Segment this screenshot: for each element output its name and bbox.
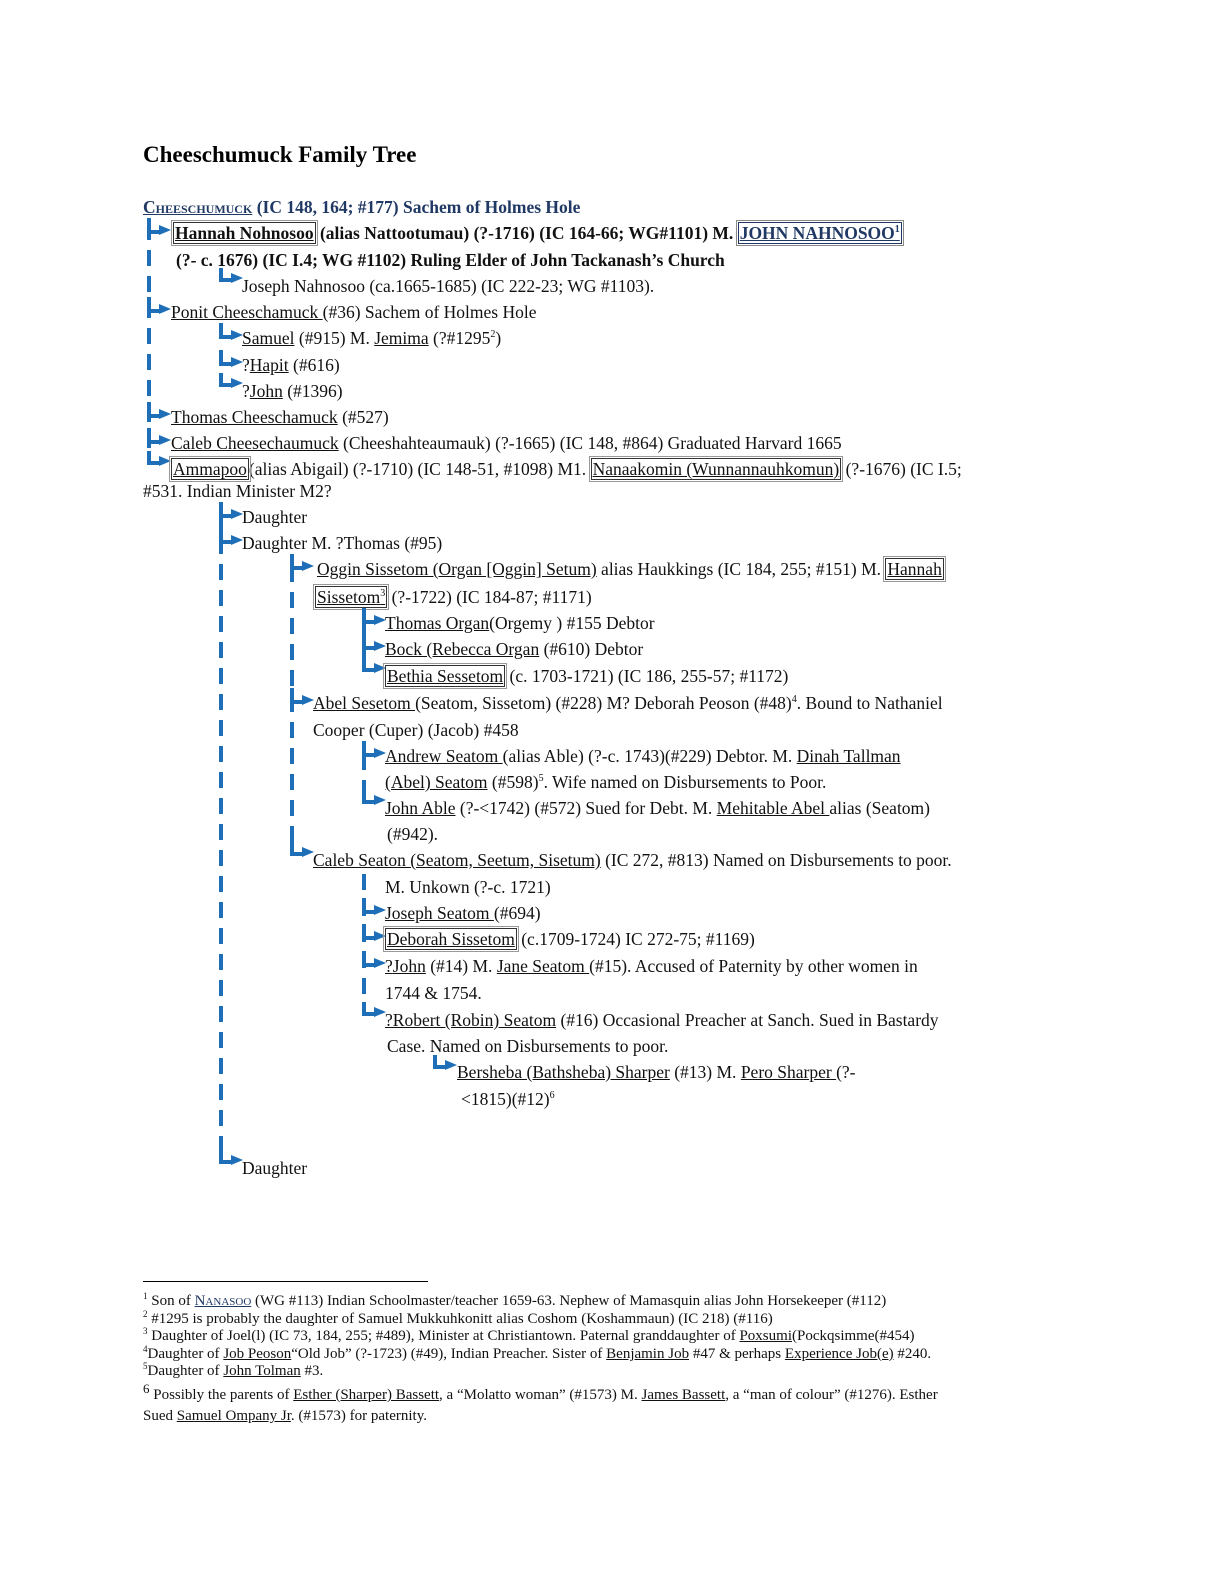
entry-detail: (?-<1742) (#572) Sued for Debt. M. [455,798,717,818]
entry-detail: (#527) [337,407,389,427]
person-link-nanaakomin[interactable]: Nanaakomin (Wunnannauhkomun) [592,459,840,479]
connector-line [290,566,294,850]
entry-bethia [385,665,788,687]
entry-john-able [385,797,930,819]
branch-end-arrow-icon [433,1055,459,1075]
person-link-andrew[interactable]: Andrew Seatom [385,746,503,766]
entry-detail: (c.1709-1724) IC 272-75; #1169) [516,929,755,949]
person-link-hapit[interactable]: Hapit [249,355,289,375]
entry-joseph-seatom [385,902,541,924]
entry-detail: (#610) Debtor [539,639,644,659]
footnote-text: Daughter of [147,1363,224,1379]
entry-detail: (?-1722) (IC 184-87; #1171) [387,587,592,607]
footnote-text: Sued [143,1408,177,1424]
person-link-caleb[interactable]: Caleb Cheesechaumuck [171,433,339,453]
person-link-joseph-seatom[interactable]: Joseph Seatom [385,903,494,923]
spouse-name: JOHN NAHNOSOO [739,223,895,243]
footnote-link[interactable]: Benjamin Job [606,1346,690,1362]
entry-abel-cont: Cooper (Cuper) (Jacob) #458 [313,720,519,740]
entry-bersheba [457,1061,856,1083]
footnote-ref[interactable]: 3 [380,588,386,600]
footnote-number: 4 [143,1344,148,1354]
footnote-ref[interactable]: 5 [538,773,544,785]
footnote-ref[interactable]: 1 [894,224,900,236]
entry-detail: (Cheeshahteaumauk) (?-1665) (IC 148, #864) Graduated Harvard 1665 [338,433,842,453]
footnote-link[interactable]: Nanasoo [194,1293,252,1309]
footnote-text: , a “man of colour” (#1276). Esther [725,1387,938,1403]
entry-andrew-cont [385,771,826,793]
footnote-text: , a “Molatto woman” (#1573) M. [439,1387,642,1403]
entry-joseph-nahnosoo: Joseph Nahnosoo (ca.1665-1685) (IC 222-23; WG #1103). [242,276,655,296]
person-link-hannah[interactable]: Hannah Nohnosoo [175,223,314,243]
footnote-number: 6 [143,1381,150,1396]
footnote-text: Daughter of Joel(l) (IC 73, 184, 255; #489), Minister at Christiantown. Paternal granddaughter of [151,1328,740,1344]
entry-andrew [385,745,901,767]
person-link-deborah[interactable]: Deborah Sissetom [387,929,515,949]
entry-detail: (alias Nattootumau) (?-1716) (IC 164-66; WG#1101) M. [315,223,738,243]
footnote-link[interactable]: John Tolman [223,1363,301,1379]
person-link-john-nahnosoo[interactable] [738,222,902,244]
footnote-number: 1 [143,1291,148,1301]
entry-daughter-3: Daughter [242,1158,308,1178]
person-link-jane-seatom[interactable]: Jane Seatom [496,956,590,976]
footnote-text: (Pockqsimme(#454) [791,1328,915,1344]
footnote-4 [143,1345,931,1363]
entry-robert-cont: Case. Named on Disbursements to poor. [387,1036,669,1056]
uncertain-mark: ? [242,355,250,375]
entry-detail: (#15). Accused of Paternity by other women in [589,956,918,976]
entry-john-able-cont: (#942). [387,824,439,844]
entry-detail: (#694) [493,903,541,923]
entry-detail: (#36) Sachem of Holmes Hole [322,302,537,322]
entry-john-2-cont: 1744 & 1754. [385,983,482,1003]
person-link-mehitable[interactable]: Mehitable Abel [716,798,830,818]
entry-detail: (#16) Occasional Preacher at Sanch. Sued in Bastardy [556,1010,939,1030]
branch-arrow-icon [147,218,173,238]
entry-detail: alias Haukkings (IC 184, 255; #151) M. [596,559,886,579]
entry-detail: alias (Seatom) [829,798,930,818]
entry-hannah-cont: (?- c. 1676) (IC I.4; WG #1102) Ruling Elder of John Tackanash’s Church [176,250,725,270]
entry-abel [313,692,943,714]
footnote-text: #3. [300,1363,324,1379]
entry-caleb-seaton-cont: M. Unkown (?-c. 1721) [385,877,551,897]
footnote-link[interactable]: Job Peoson [223,1346,292,1362]
entry-detail: . Bound to Nathaniel [796,693,943,713]
footnote-6-cont [143,1407,427,1425]
connector-line [219,512,223,1162]
footnote-ref[interactable]: 4 [791,694,797,706]
entry-oggin [317,558,944,580]
person-link-bock[interactable]: Bock (Rebecca Organ [385,639,540,659]
entry-daughter-1: Daughter [242,507,308,527]
entry-detail: <1815)(#12) [461,1089,550,1109]
person-link-dinah[interactable]: Dinah Tallman [796,746,901,766]
entry-detail: ) [495,328,502,348]
entry-daughter-2: Daughter M. ?Thomas (#95) [242,533,443,553]
person-link-abel[interactable]: Abel Sesetom [313,693,416,713]
entry-detail: (alias Abigail) (?-1710) (IC 148-51, #1098) M1. [248,459,591,479]
person-link-jemima[interactable]: Jemima [374,328,429,348]
footnote-number: 5 [143,1361,148,1371]
entry-detail: (#598) [487,772,539,792]
entry-hapit [242,354,340,376]
branch-arrow-icon [147,402,173,422]
entry-ammapoo-cont: #531. Indian Minister M2? [143,481,332,501]
person-link-hannah-sissetom[interactable]: Hannah [887,559,942,579]
person-link-ammapoo[interactable]: Ammapoo [173,459,247,479]
entry-detail: (c. 1703-1721) (IC 186, 255-57; #1172) [505,666,789,686]
footnote-text: #1295 is probably the daughter of Samuel Mukkuhkonitt alias Coshom (Koshammaun) (IC 218) (#116) [151,1311,773,1327]
footnote-text: Daughter of [147,1346,224,1362]
entry-bock [385,638,643,660]
entry-detail: (Seatom, Sissetom) (#228) M? Deborah Peoson (#48) [415,693,792,713]
footnote-text: Possibly the parents of [149,1387,294,1403]
person-link-thomas[interactable]: Thomas Cheeschamuck [171,407,338,427]
person-link-bethia[interactable]: Bethia Sessetom [387,666,504,686]
footnote-text: (WG #113) Indian Schoolmaster/teacher 1659-63. Nephew of Mamasquin alias John Horsekeeper (#112) [251,1293,887,1309]
entry-detail: (Orgemy ) #155 Debtor [489,613,655,633]
footnote-6 [143,1381,938,1404]
footnote-1 [143,1292,886,1310]
footnote-link[interactable]: Poxsumi [739,1328,792,1344]
root-name-link[interactable]: Cheeschumuck [143,197,253,217]
person-link-ponit[interactable]: Ponit Cheeschamuck [171,302,323,322]
person-link-pero-sharper[interactable]: Pero Sharper [740,1062,837,1082]
person-link-robert[interactable]: ?Robert (Robin) Seatom [385,1010,557,1030]
person-link-john[interactable]: John [249,381,283,401]
footnote-text: #240. [893,1346,932,1362]
person-link-oggin[interactable]: Oggin Sissetom (Organ [Oggin] Setum) [317,559,597,579]
entry-samuel [242,327,501,349]
connector-line [362,874,366,1014]
footnote-text: Son of [151,1293,195,1309]
entry-caleb-seaton [313,849,952,871]
footnote-number: 3 [143,1326,148,1336]
footnote-5 [143,1362,323,1380]
entry-detail: (#14) M. [425,956,497,976]
footnote-link[interactable]: James Bassett [641,1387,726,1403]
uncertain-mark: ? [242,381,250,401]
person-link-bersheba[interactable]: Bersheba (Bathsheba) Sharper [457,1062,670,1082]
footnote-3 [143,1327,914,1345]
person-link-samuel[interactable]: Samuel [242,328,295,348]
person-link-john-2[interactable] [385,956,426,976]
entry-john [242,380,343,402]
entry-detail: (#1396) [282,381,343,401]
entry-detail: (#13) M. [669,1062,741,1082]
entry-detail: (?-1676) (IC I.5; [841,459,962,479]
entry-robert [385,1009,939,1031]
entry-thomas [171,406,389,428]
entry-john-2 [385,955,918,977]
person-link-thomas-organ[interactable]: Thomas Organ [385,613,490,633]
entry-deborah [385,928,755,950]
entry-ammapoo [171,458,962,480]
footnote-text: “Old Job” (?-1723) (#49), Indian Preacher. Sister of [291,1346,607,1362]
branch-arrow-icon [290,554,316,574]
footnote-ref[interactable]: 2 [490,329,496,341]
entry-detail: (IC 272, #813) Named on Disbursements to poor. [600,850,952,870]
root-detail: (IC 148, 164; #177) Sachem of Holmes Hole [252,197,581,217]
entry-detail: (?#1295 [428,328,491,348]
branch-end-arrow-icon [147,451,173,471]
person-link-dinah-cont[interactable]: (Abel) Seatom [385,772,488,792]
footnote-2 [143,1310,773,1328]
person-name: John [392,956,426,976]
footnote-link[interactable]: Samuel Ompany Jr [176,1408,291,1424]
entry-detail: (?- [836,1062,856,1082]
entry-oggin-cont [315,586,592,608]
person-link-hannah-sissetom-cont[interactable] [315,586,387,608]
footnote-text: #47 & perhaps [689,1346,785,1362]
page-title: Cheeschumuck Family Tree [143,142,417,167]
entry-detail: . Wife named on Disbursements to Poor. [543,772,827,792]
entry-detail: (#616) [288,355,340,375]
footnote-link[interactable]: Esther (Sharper) Bassett [293,1387,440,1403]
uncertain-mark: ? [385,956,393,976]
entry-ponit [171,301,536,323]
branch-arrow-icon [147,428,173,448]
footnote-text: . (#1573) for paternity. [290,1408,427,1424]
footnote-link[interactable]: Experience Job(e) [784,1346,894,1362]
spouse-name: Sissetom [317,587,381,607]
person-link-caleb-seaton[interactable]: Caleb Seaton (Seatom, Seetum, Sisetum) [313,850,601,870]
footnote-number: 2 [143,1309,148,1319]
entry-detail: (alias Able) (?-c. 1743)(#229) Debtor. M. [502,746,797,766]
entry-bersheba-cont [461,1088,555,1110]
person-link-john-able[interactable]: John Able [385,798,456,818]
entry-thomas-organ [385,612,655,634]
branch-arrow-icon [147,297,173,317]
entry-caleb [171,432,842,454]
footnote-ref[interactable]: 6 [549,1090,555,1102]
footnote-separator [143,1281,428,1282]
entry-detail: (#915) M. [294,328,375,348]
tree-root [143,196,580,218]
entry-hannah [173,222,902,244]
